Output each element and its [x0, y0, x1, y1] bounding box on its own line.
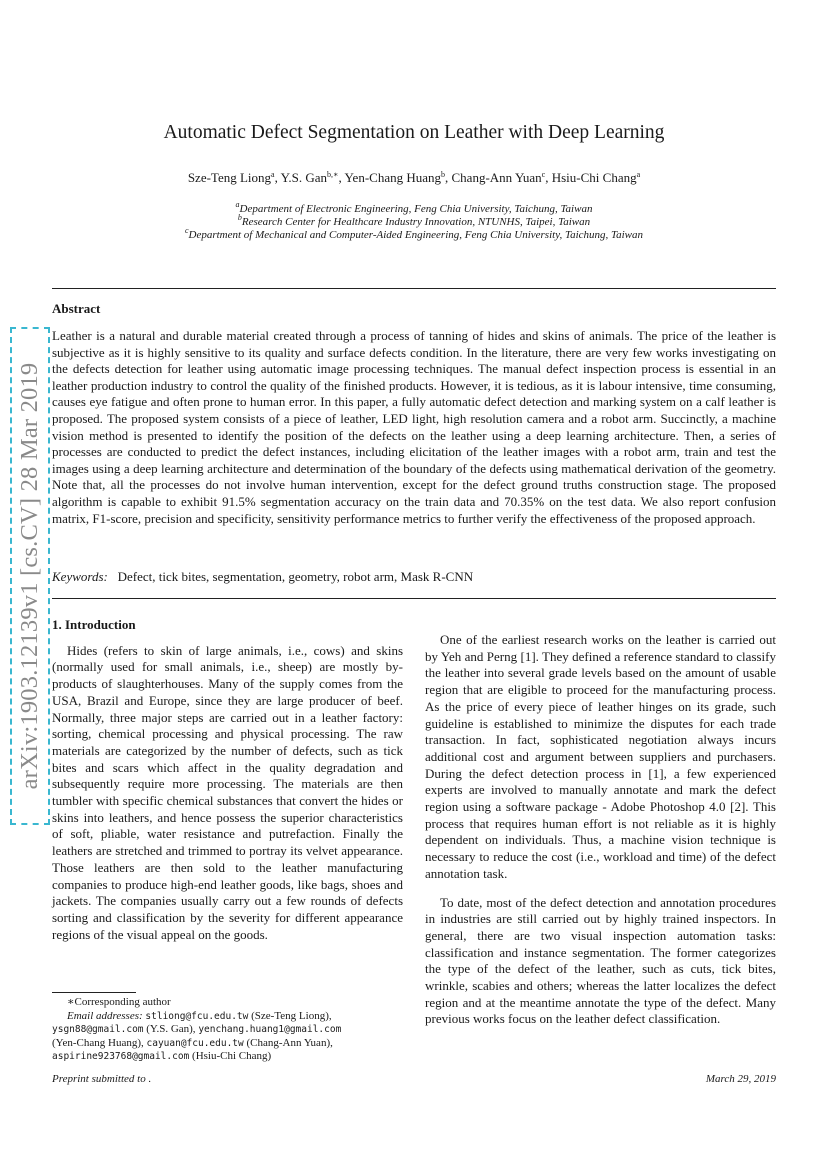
preprint-date: March 29, 2019 — [705, 1073, 776, 1085]
paragraph: To date, most of the defect detection and annotation procedures in industries are still carried out by highly trained inspectors. In general, there are two visual inspection automation tasks: classification and instance segmentation. The former categorizes the type of the defect of the leather, such as cuts, tick bites, wrinkle, scabies and others; whereas the latter localizes the defect region and at the meantime annotate the type of the defect. Many previous works focus on the leather defect classification. — [425, 894, 776, 1027]
author-affiliation-mark: c — [541, 170, 546, 179]
author-name: Sze-Teng Liong — [187, 170, 272, 185]
email-owner: (Y.S. Gan), — [146, 1023, 196, 1036]
affiliation-text: Department of Mechanical and Computer-Aided Engineering, Feng Chia University, Taichung, Taiwan — [188, 229, 644, 241]
divider — [52, 288, 776, 289]
abstract-heading: Abstract — [52, 301, 101, 316]
affiliation-mark: c — [184, 226, 189, 235]
keywords — [52, 569, 473, 585]
author-name: Y.S. Gan — [280, 170, 327, 185]
arxiv-stamp — [10, 327, 50, 825]
paragraph: Hides (refers to skin of large animals, i.e., cows) and skins (normally used for small animals, i.e., sheep) are mostly by-products of slaughterhouses. Many of the supply comes from the USA, Brazil and Europe, since they are large producer of beef. Normally, three major steps are carried out in a leather factory: sorting, chemical processing and physical processing. The raw materials are categorized by the number of defects, such as tick bites and scars which affect in the quality degradation and subsequently require more processing. The materials are then tumbler with specific chemical substances that convert the hides or skins into leathers, and hence possess the superior characteristics of soft, pliable, water resistance and putrefaction. Finally the leathers are stretched and trimmed to portray its velvet appearance. Those leathers are then sold to the leather manufacturing companies to produce high-end leather goods, like bags, shoes and jackets. The companies usually carry out a few rounds of defects sorting and classification by the severity for different appearance regions of the visual appeal on the goods. — [52, 642, 403, 942]
author-list: Sze-Teng Liong$^a$, Y.S. Gan$^{b,∗}$, Yen-Chang Huang$^b$, Chang-Ann Yuan$^c$, Hsiu-Chi Chang$^a$ — [187, 170, 641, 185]
footnote-divider — [52, 992, 136, 993]
author-affiliation-mark: a — [271, 170, 275, 179]
email-link[interactable]: stliong@fcu.edu.tw — [145, 1010, 249, 1022]
author-affiliation-mark: b,∗ — [327, 170, 339, 179]
email-owner: (Sze-Teng Liong), — [251, 1009, 332, 1022]
email-link[interactable]: aspirine923768@gmail.com — [52, 1051, 190, 1063]
section-heading: 1. Introduction — [52, 617, 136, 632]
email-link[interactable]: cayuan@fcu.edu.tw — [146, 1037, 244, 1049]
affiliation-mark: a — [235, 200, 240, 209]
author-affiliation-mark: a — [636, 170, 641, 179]
email-link[interactable]: ysgn88@gmail.com — [52, 1024, 144, 1036]
preprint-note: Preprint submitted to . — [52, 1073, 152, 1085]
paper-title: Automatic Defect Segmentation on Leather with Deep Learning — [163, 122, 665, 143]
keywords-text: Defect, tick bites, segmentation, geometry, robot arm, Mask R-CNN — [117, 569, 474, 584]
divider — [52, 598, 776, 599]
email-link[interactable]: yenchang.huang1@gmail.com — [198, 1024, 342, 1036]
keywords-label: Keywords: — [52, 569, 108, 584]
corresponding-author-note: ∗Corresponding author — [67, 996, 171, 1008]
paragraph: One of the earliest research works on the leather is carried out by Yeh and Perng [1]. They defined a reference standard to classify the leather into several grade levels based on the amount of usable region that are eligible to proceed for the manufacturing process. As the price of every piece of leather hinges on its grade, such guideline is established to minimize the disputes for each trade transaction. In fact, sophisticated negotiation always incurs additional cost and argument between suppliers and purchasers. During the defect detection process in [1], a few experienced experts are involved to manually annotate and mark the defect region using a software package - Adobe Photoshop 4.0 [2]. This process that requires human effort is not reliable as it is highly dependent on individuals. Thus, a machine vision technique is necessary to reduce the cost (i.e., workload and time) of the defect annotation task. — [425, 632, 776, 881]
affiliation — [0, 226, 828, 241]
affiliation-text: Research Center for Healthcare Industry Innovation, NTUNHS, Taipei, Taiwan — [241, 216, 591, 228]
left-column — [52, 617, 403, 943]
author-name: Hsiu-Chi Chang — [551, 170, 637, 185]
arxiv-identifier: arXiv:1903.12139v1 [cs.CV] 28 Mar 2019 — [16, 362, 43, 790]
affiliation-text: Department of Electronic Engineering, Feng Chia University, Taichung, Taiwan — [239, 203, 593, 215]
right-column — [425, 632, 776, 1028]
email-owner: (Yen-Chang Huang), — [52, 1036, 144, 1049]
footnote — [52, 996, 403, 1064]
author-name: Yen-Chang Huang — [344, 170, 442, 185]
email-owner: (Hsiu-Chi Chang) — [192, 1050, 272, 1063]
author-affiliation-mark: b — [441, 170, 446, 179]
email-label: Email addresses: — [67, 1009, 143, 1022]
email-owner: (Chang-Ann Yuan), — [246, 1036, 333, 1049]
affiliation-mark: b — [237, 213, 242, 222]
abstract-text: Leather is a natural and durable material created through a process of tanning of hides and skins of animals. The price of the leather is subjective as it is highly sensitive to its quality and surface defects condition. In the literature, there are very few works investigating on the defects detection for leather using automatic image processing techniques. The manual defect inspection process is essential in an leather production industry to control the quality of the finished products. However, it is tedious, as it is labour intensive, time consuming, causes eye fatigue and often prone to human error. In this paper, a fully automatic defect detection and marking system on a calf leather is proposed. The proposed system consists of a piece of leather, LED light, high resolution camera and a robot arm. Succinctly, a machine vision method is presented to identify the position of the defects on the leather using a deep learning architecture. Then, a series of processes are conducted to predict the defect instances, including elicitation of the leather images with a robot arm, train and test the images using a deep learning architecture and determination of the boundary of the defects using mathematical derivation of the geometry. Note that, all the processes do not involve human intervention, except for the defect ground truths construction stage. The proposed algorithm is capable to exhibit 91.5% segmentation accuracy on the train data and 70.35% on the test data. We also report confusion matrix, F1-score, precision and specificity, sensitivity performance metrics to further verify the effectiveness of the proposed approach. — [52, 328, 776, 526]
author-name: Chang-Ann Yuan — [451, 170, 542, 185]
